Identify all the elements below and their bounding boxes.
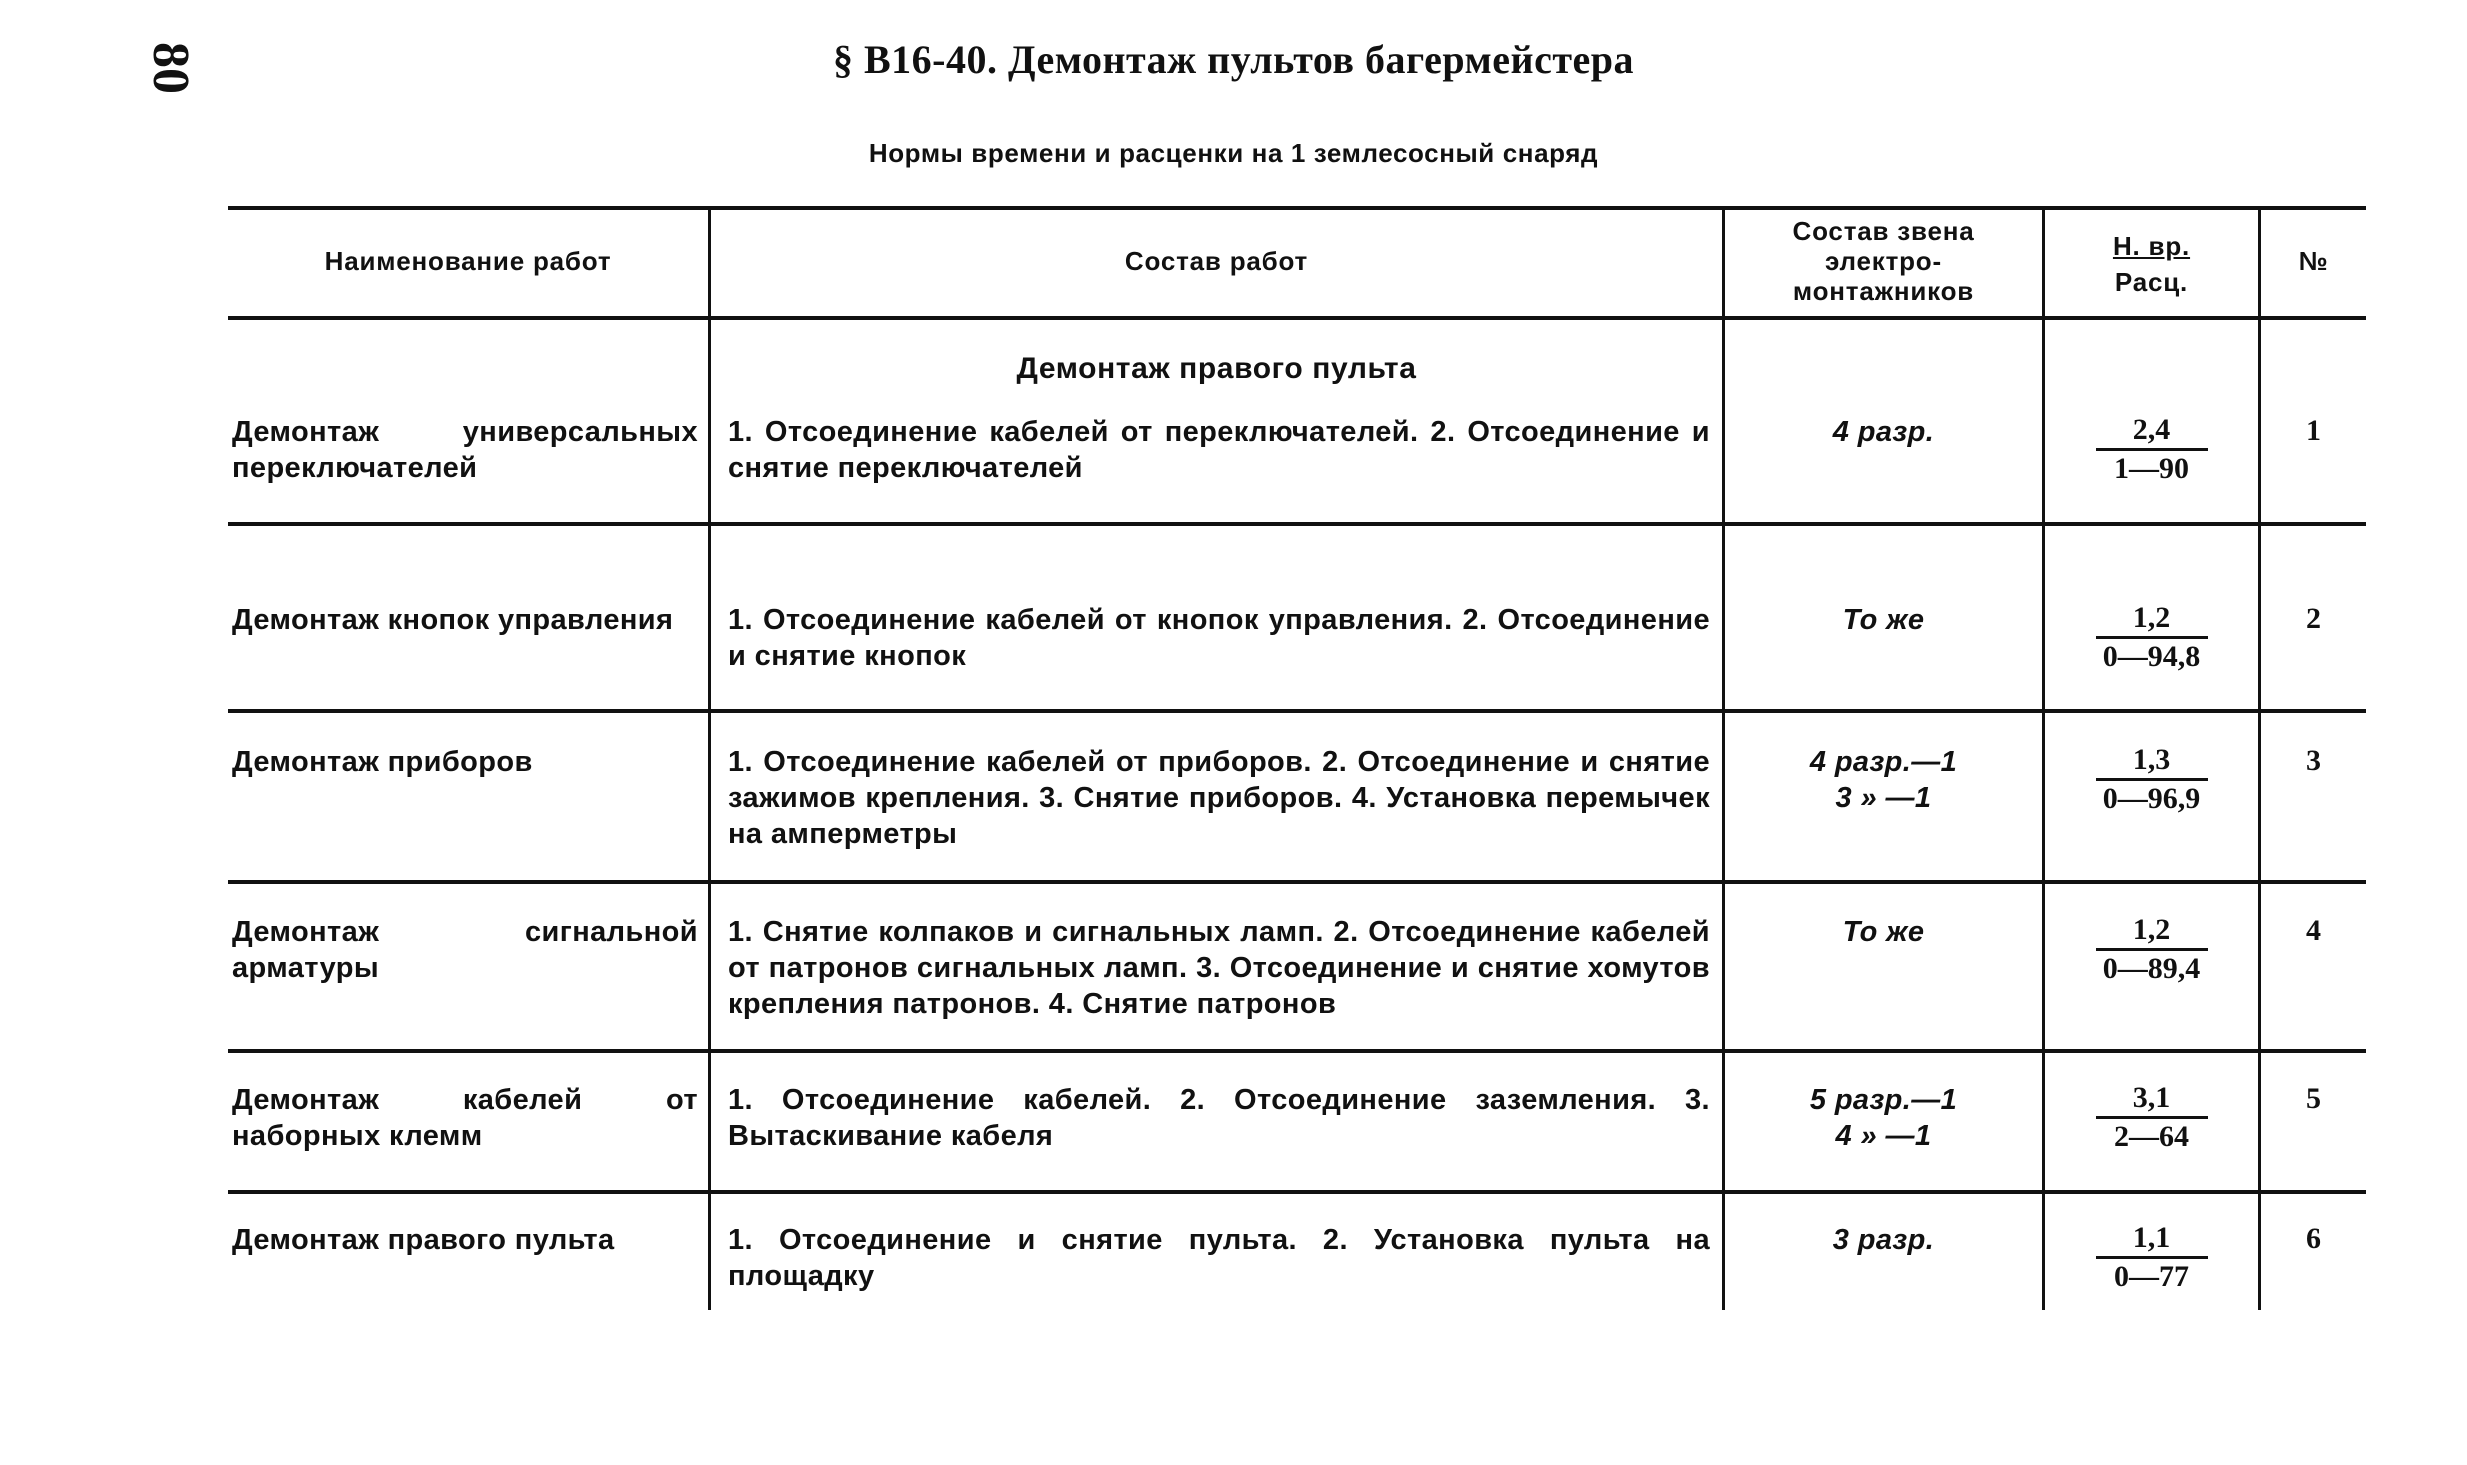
row-4-norm [2045, 912, 2258, 987]
row-rule-2 [228, 709, 2366, 713]
row-6-name: Демонтаж правого пульта [232, 1224, 615, 1256]
row-4-number: 4 [2306, 914, 2321, 947]
row-4-name: Демонтаж сигнальной арматуры [232, 916, 698, 984]
row-rule-3 [228, 880, 2366, 884]
row-3-name: Демонтаж приборов [232, 746, 533, 778]
header-norm-rate: Расц. [2114, 267, 2189, 297]
header-composition: Состав работ [1124, 246, 1309, 276]
row-4-crew-line1: То же [1842, 916, 1925, 948]
row-2-rate: 0—94,8 [2102, 640, 2201, 673]
row-6-crew-line1: 3 разр. [1832, 1224, 1935, 1256]
row-rule-5 [228, 1190, 2366, 1194]
row-3-crew-line1: 4 разр.—1 [1809, 746, 1958, 778]
row-6-composition: 1. Отсоединение и снятие пульта. 2. Установка пульта на площадку [728, 1224, 1710, 1292]
row-4-rate: 0—89,4 [2102, 952, 2201, 985]
row-3-crew-line2: 3 » —1 [1835, 782, 1932, 814]
row-2-crew [1725, 602, 2042, 638]
table-top-rule [228, 206, 2366, 210]
row-1-number: 1 [2306, 414, 2321, 447]
row-1-norm-time: 2,4 [2132, 413, 2171, 446]
row-4-crew [1725, 914, 2042, 950]
section-title: Демонтаж правого пульта [1016, 352, 1417, 385]
header-crew [1725, 216, 2042, 306]
row-1-rate: 1—90 [2114, 452, 2189, 485]
page-subtitle: Нормы времени и расценки на 1 землесосный снаряд [868, 138, 1599, 168]
row-3-number: 3 [2306, 744, 2321, 777]
row-2-norm [2045, 600, 2258, 675]
row-1-composition: 1. Отсоединение кабелей от переключателей. 2. Отсоединение и снятие переключателей [728, 416, 1710, 484]
row-3-composition: 1. Отсоединение кабелей от приборов. 2. Отсоединение и снятие зажимов крепления. 3. Снятие приборов. 4. Установка перемычек на амперметры [728, 746, 1710, 850]
header-crew-line2: электро- [1825, 246, 1942, 276]
row-4-composition: 1. Снятие колпаков и сигнальных ламп. 2. Отсоединение кабелей от патронов сигнальных ламп. 3. Отсоединение и снятие хомутов крепления патронов. 4. Снятие патронов [728, 916, 1710, 1020]
row-5-crew-line2: 4 » —1 [1835, 1120, 1932, 1152]
row-5-crew-line1: 5 разр.—1 [1809, 1084, 1958, 1116]
row-5-crew [1725, 1082, 2042, 1154]
row-5-number: 5 [2306, 1082, 2321, 1115]
row-rule-1 [228, 522, 2366, 526]
row-5-rate: 2—64 [2114, 1120, 2189, 1153]
row-3-norm-time: 1,3 [2132, 743, 2171, 776]
row-6-norm-time: 1,1 [2132, 1221, 2171, 1254]
header-number: № [2298, 246, 2329, 276]
header-crew-line3: монтажников [1792, 276, 1975, 306]
row-1-name: Демонтаж универсальных переключателей [232, 416, 698, 484]
row-2-composition: 1. Отсоединение кабелей от кнопок управления. 2. Отсоединение и снятие кнопок [728, 604, 1710, 672]
row-2-name: Демонтаж кнопок управления [232, 604, 674, 636]
row-5-name: Демонтаж кабелей от наборных клемм [232, 1084, 698, 1152]
row-2-crew-line1: То же [1842, 604, 1925, 636]
page-title: § В16-40. Демонтаж пультов багермейстера [833, 37, 1634, 82]
row-6-norm [2045, 1220, 2258, 1295]
row-rule-4 [228, 1049, 2366, 1053]
header-name: Наименование работ [324, 246, 612, 276]
row-6-rate: 0—77 [2114, 1260, 2189, 1293]
header-crew-line1: Состав звена [1792, 216, 1975, 246]
row-1-crew-line1: 4 разр. [1832, 416, 1935, 448]
row-6-number: 6 [2306, 1222, 2321, 1255]
header-norm-time: Н. вр. [2112, 231, 2191, 261]
row-2-norm-time: 1,2 [2132, 601, 2171, 634]
row-3-rate: 0—96,9 [2102, 782, 2201, 815]
row-4-norm-time: 1,2 [2132, 913, 2171, 946]
row-2-number: 2 [2306, 602, 2321, 635]
row-3-crew [1725, 744, 2042, 816]
row-3-norm [2045, 742, 2258, 817]
header-norm [2045, 228, 2258, 300]
row-5-norm [2045, 1080, 2258, 1155]
row-6-crew [1725, 1222, 2042, 1258]
header-bottom-rule [228, 316, 2366, 320]
row-1-crew [1725, 414, 2042, 450]
row-5-composition: 1. Отсоединение кабелей. 2. Отсоединение заземления. 3. Вытаскивание кабеля [728, 1084, 1710, 1152]
page-number: 80 [142, 42, 199, 94]
row-5-norm-time: 3,1 [2132, 1081, 2171, 1114]
row-1-norm [2045, 412, 2258, 487]
